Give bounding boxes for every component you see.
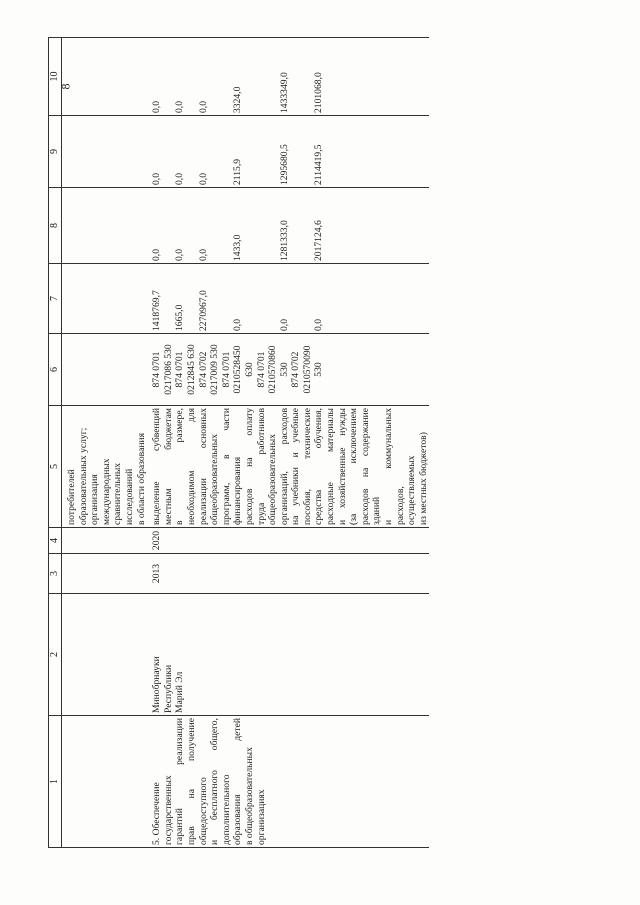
text-line: 0210570090 [301, 345, 313, 394]
col-header-5: 5 [49, 406, 62, 528]
text-line: государственных [162, 775, 174, 845]
text-line: финансирования [232, 456, 244, 525]
text-line: труда работников [255, 408, 267, 525]
text-line: 0210528450 [232, 345, 244, 394]
text-line: из местных бюджетов) [417, 432, 429, 525]
text-line: исследований [123, 468, 135, 525]
text-line: гарантий реализации [174, 718, 186, 845]
activity-name [147, 716, 429, 848]
text-line: 874 0701 [255, 351, 267, 388]
text-line: расходов на содержание [359, 408, 371, 525]
text-line: 530 [313, 362, 325, 377]
text-line: организация [89, 474, 101, 525]
col-header-1: 1 [49, 716, 62, 848]
text-line: 874 0702 [197, 351, 209, 388]
amount-value: 0,0 [197, 173, 209, 185]
text-line: организациях [255, 789, 267, 845]
text-line: образовательных услуг; [77, 427, 89, 525]
amount-value: 0,0 [174, 173, 186, 185]
text-line: Минобрнауки [151, 656, 163, 713]
text-line: выделение субвенций [151, 408, 163, 525]
amount-value: 1295680,5 [278, 144, 290, 185]
text-line: сравнительных [112, 462, 124, 525]
amount-col-7 [147, 264, 429, 334]
text-line: образования детей [232, 718, 244, 845]
text-line: программ, в части [220, 408, 232, 525]
text-line: 530 [278, 362, 290, 377]
text-line: расходов на оплату [243, 408, 255, 525]
col-header-10: 10 [49, 38, 62, 116]
col-header-8: 8 [49, 188, 62, 264]
text-line: пособия, технические [301, 408, 313, 525]
text-line: 874 0702 [290, 351, 302, 388]
amount-value: 0,0 [313, 319, 325, 331]
text-line: Республики [162, 664, 174, 713]
text-line: 874 0701 [151, 351, 163, 388]
text-line: организаций, расходов [278, 408, 290, 525]
amount-value: 0,0 [174, 249, 186, 261]
amount-value: 2101068,0 [313, 72, 325, 113]
table-row [147, 38, 429, 848]
amount-col-8 [147, 188, 429, 264]
amount-value: 2114419,5 [313, 144, 325, 185]
text-line: осуществляемых [406, 455, 418, 525]
text-line: 0217009 530 [209, 344, 221, 395]
text-line: 0210570860 [267, 345, 279, 394]
start-year: 2013 [147, 554, 429, 594]
budget-classification [147, 334, 429, 406]
text-line: реализации основных [197, 408, 209, 525]
text-line: общеобразовательных [267, 434, 279, 525]
amount-value: 1433,0 [232, 234, 244, 261]
text-line: Марий Эл [174, 671, 186, 713]
text-line: местным бюджетам [162, 408, 174, 525]
amount-value: 0,0 [278, 319, 290, 331]
text-line: (за исключением [348, 408, 360, 525]
program-table [48, 37, 429, 848]
responsible-executor [147, 594, 429, 716]
text-line: и коммунальных [383, 408, 395, 525]
amount-value: 0,0 [197, 101, 209, 113]
amount-value: 0,0 [174, 101, 186, 113]
text-line: в размере, [174, 408, 186, 525]
amount-value: 0,0 [197, 249, 209, 261]
text-line: расходов, [394, 486, 406, 525]
col-header-9: 9 [49, 116, 62, 188]
amount-value: 0,0 [232, 319, 244, 331]
text-line: необходимом для [185, 408, 197, 525]
amount-value: 2270967,0 [197, 290, 209, 331]
text-line: 874 0701 [220, 351, 232, 388]
continuation-row [62, 38, 148, 848]
measure-description [147, 406, 429, 528]
header-row [49, 38, 62, 848]
rotated-table-wrapper [48, 38, 610, 848]
text-line: международных [100, 458, 112, 525]
amount-value: 3324,0 [232, 86, 244, 113]
amount-value: 2115,9 [232, 158, 244, 185]
amount-value: 1665,0 [174, 304, 186, 331]
amount-col-9 [147, 116, 429, 188]
text-line: и бесплатного общего, [209, 718, 221, 845]
col-header-2: 2 [49, 594, 62, 716]
text-line: 5. Обеспечение [151, 782, 163, 845]
text-line: зданий [371, 496, 383, 525]
amount-value: 1418769,7 [151, 290, 163, 331]
col-header-7: 7 [49, 264, 62, 334]
text-line: расходные материалы [325, 408, 337, 525]
text-line: потребителей [66, 469, 77, 525]
amount-value: 0,0 [151, 101, 163, 113]
col-header-3: 3 [49, 554, 62, 594]
amount-value: 0,0 [151, 249, 163, 261]
text-line: 630 [243, 362, 255, 377]
amount-value: 2017124,6 [313, 220, 325, 261]
col-header-6: 6 [49, 334, 62, 406]
text-line: в области образования [135, 432, 147, 525]
amount-value: 0,0 [151, 173, 163, 185]
text-line: общедоступного [197, 777, 209, 845]
text-line: 0217086 530 [162, 344, 174, 395]
text-line: на учебники и учебные [290, 408, 302, 525]
text-line: и хозяйственные нужды [336, 408, 348, 525]
text-line: в общеобразовательных [243, 747, 255, 845]
amount-value: 1433349,0 [278, 72, 290, 113]
end-year: 2020 [147, 528, 429, 554]
text-line: 0212845 630 [185, 344, 197, 395]
amount-col-10 [147, 38, 429, 116]
text-line: средства обучения, [313, 408, 325, 525]
page-number: 8 [58, 83, 73, 90]
amount-value: 1281333,0 [278, 220, 290, 261]
text-line: дополнительного [220, 774, 232, 845]
continuation-measure [62, 406, 148, 528]
text-line: 874 0701 [174, 351, 186, 388]
text-line: общеобразовательных [209, 434, 221, 525]
col-header-4: 4 [49, 528, 62, 554]
text-line: прав на получение [185, 718, 197, 845]
